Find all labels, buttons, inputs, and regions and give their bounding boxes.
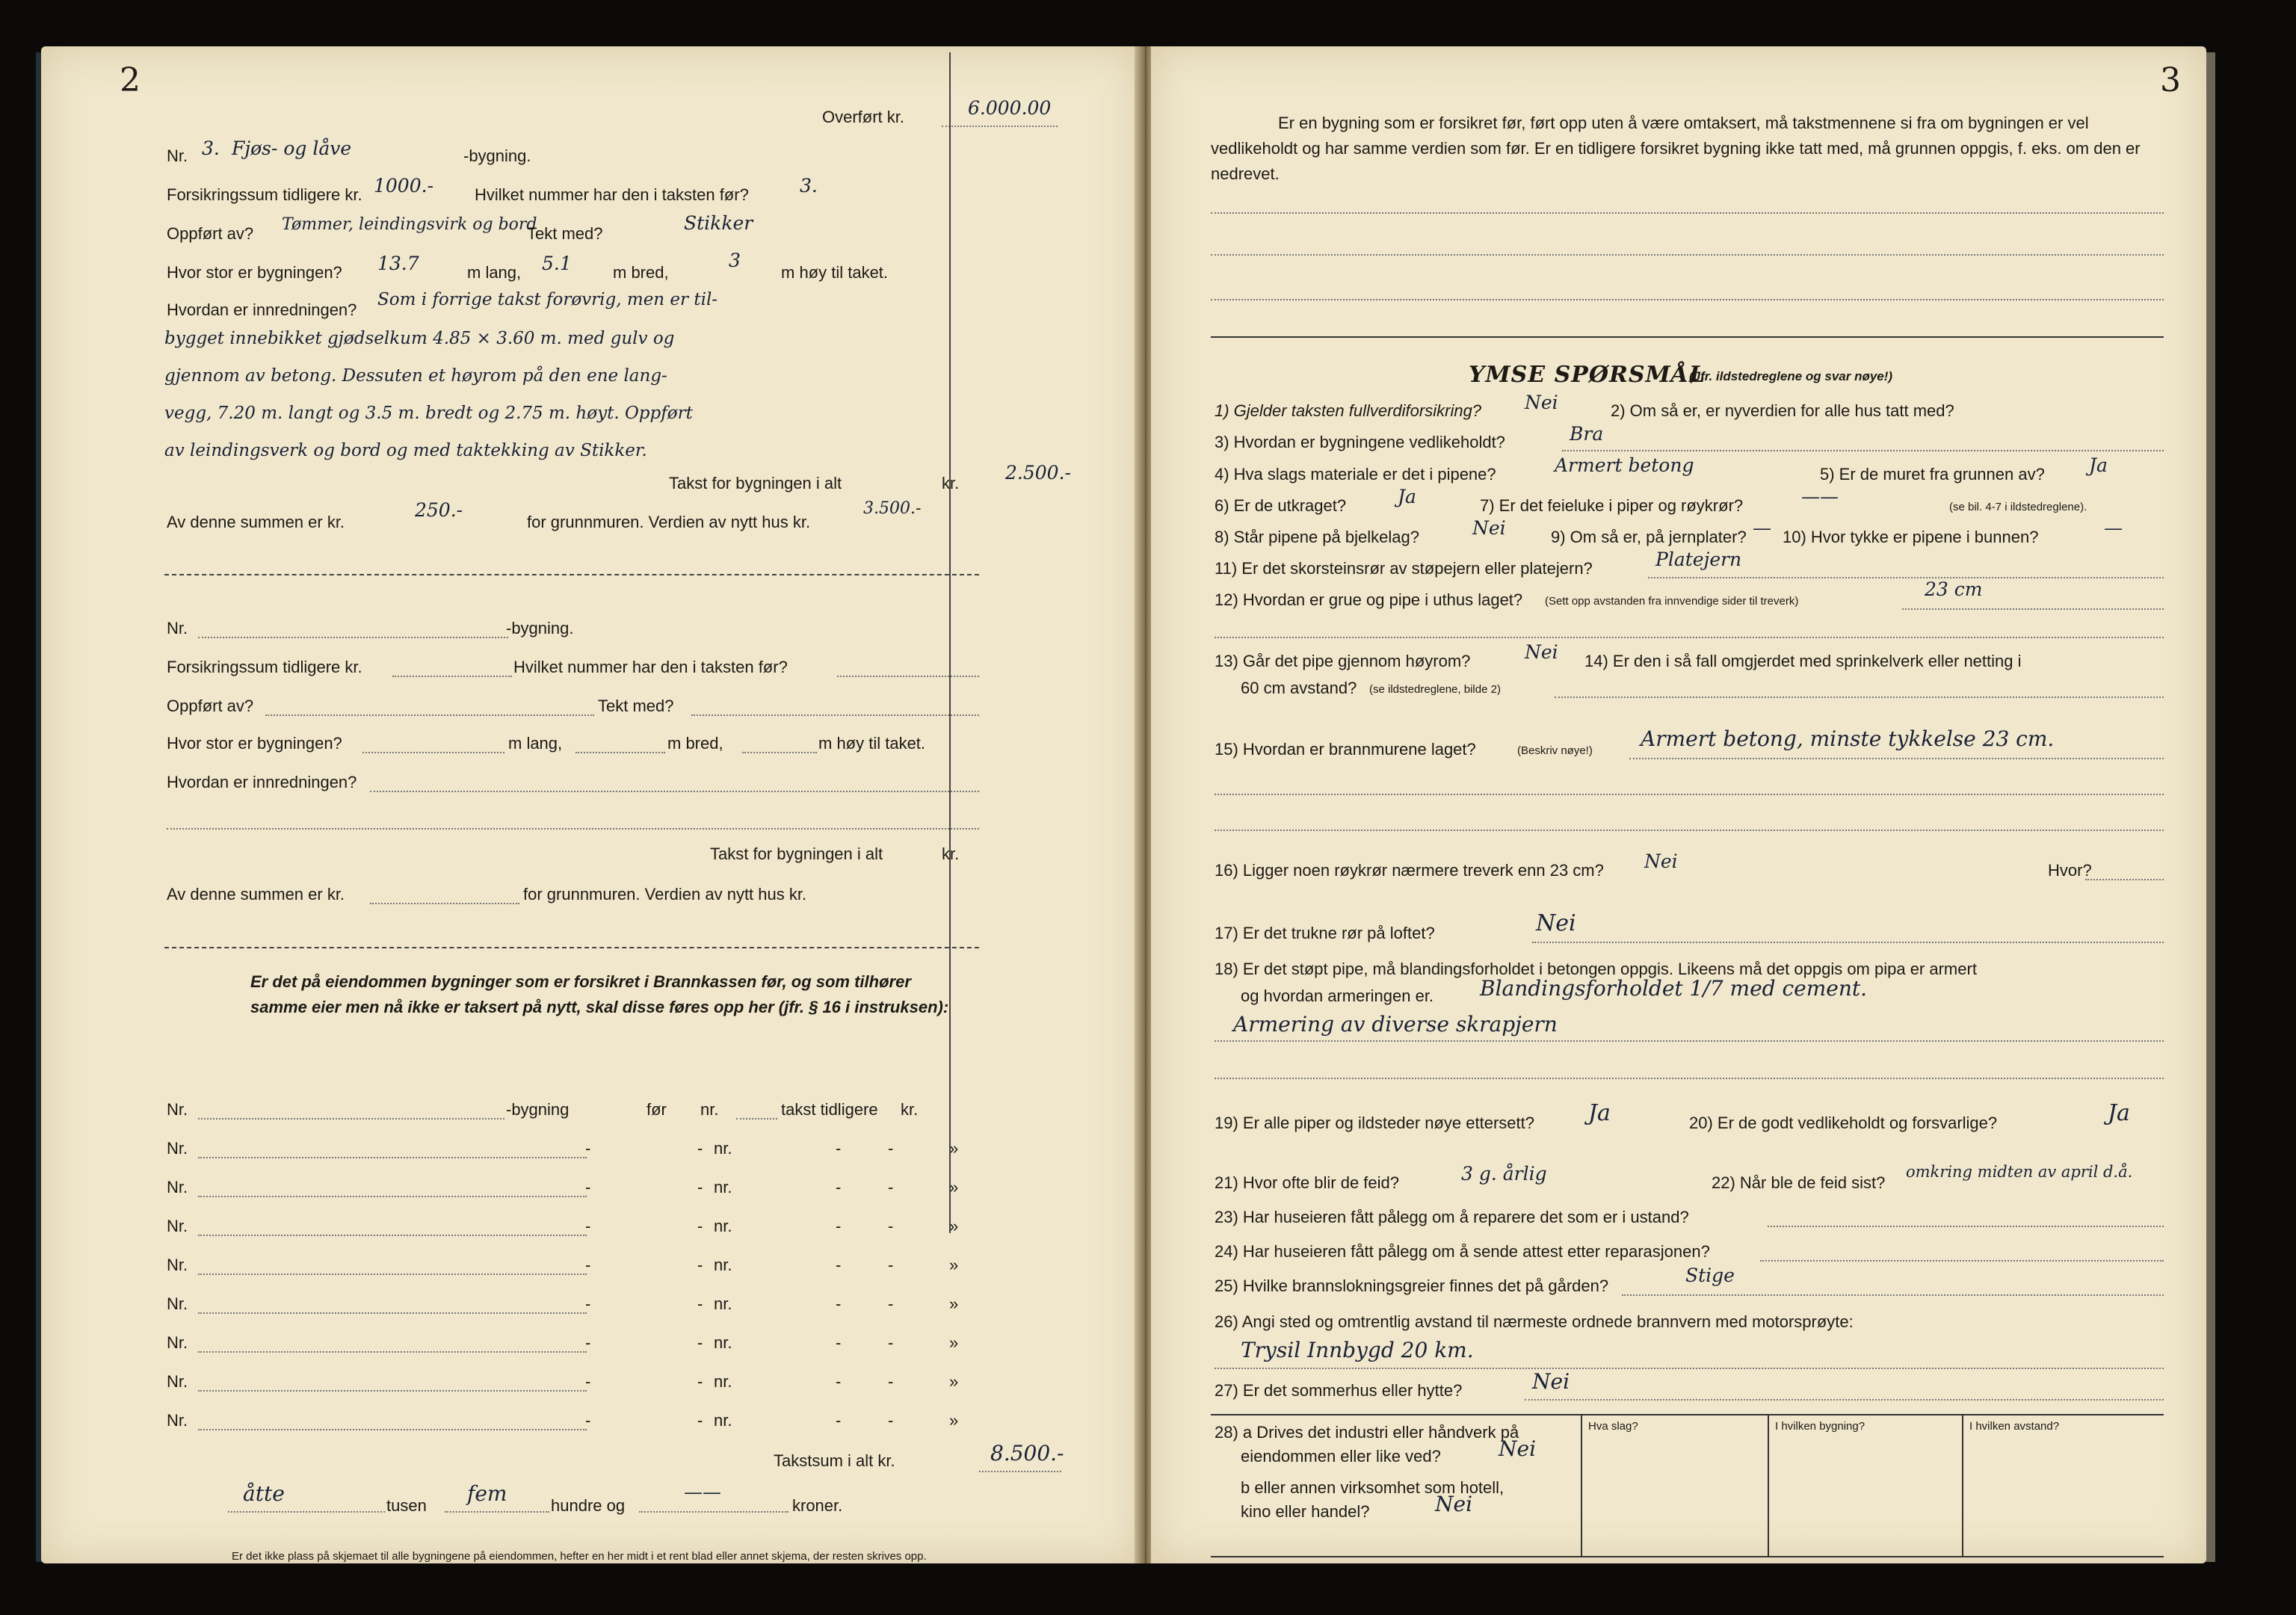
question-23: 23) Har huseieren fått pålegg om å reparere det som er i ustand? xyxy=(1215,1208,1689,1226)
notice-text: Er det på eiendommen bygninger som er forsikret i Brannkassen før, og som tilhører samme eier men nå ikke er taksert på nytt, skal disse føres opp her (jfr. § 16 i instruksen): xyxy=(250,972,949,1016)
answer-11: Platejern xyxy=(1655,549,1742,570)
of-sum-label: Av denne summen er kr. xyxy=(167,513,345,531)
question-28b: b eller annen virksomhet som hotell, xyxy=(1241,1478,1505,1497)
question-20: 20) Er de godt vedlikeholdt og forsvarlige? xyxy=(1689,1114,1998,1132)
column-kind: Hva slag? xyxy=(1588,1420,1638,1433)
question-21: 21) Hvor ofte blir de feid? xyxy=(1215,1173,1400,1192)
foundation-label: for grunnmuren. Verdien av nytt hus kr. xyxy=(523,885,807,904)
footnote: Er det ikke plass på skjemaet til alle bygningene på eiendommen, hefter en her midt i et rent blad eller annet skjema, der resten skrives opp. xyxy=(232,1550,927,1563)
question-28b-cont: kino eller handel? xyxy=(1241,1502,1370,1521)
table-header-bygning: -bygning xyxy=(506,1100,570,1119)
question-4: 4) Hva slags materiale er det i pipene? xyxy=(1215,465,1496,484)
prev-num-label: Hvilket nummer har den i taksten før? xyxy=(513,658,788,676)
height-label: m høy til taket. xyxy=(818,734,926,753)
width-label: m bred, xyxy=(667,734,723,753)
answer-5: Ja xyxy=(2089,454,2108,476)
answer-13: Nei xyxy=(1525,641,1558,663)
answer-25: Stige xyxy=(1685,1264,1735,1286)
length-value: 13.7 xyxy=(377,253,419,274)
question-24: 24) Har huseieren fått pålegg om å sende attest etter reparasjonen? xyxy=(1215,1242,1710,1261)
question-14: 14) Er den i så fall omgjerdet med sprinkelverk eller netting i xyxy=(1584,652,2022,670)
answer-22: omkring midten av april d.å. xyxy=(1906,1163,2133,1181)
intro-text: Er en bygning som er forsikret før, ført opp uten å være omtaksert, må takstmennene si fra om bygningen er vel vedlikeholdt og har samme verdien som før. Er en tidligere forsikret bygning ikke tatt med, må grunnen oppgis, f. eks. om den er nedrevet. xyxy=(1211,114,2141,183)
roof-value: Stikker xyxy=(684,212,753,234)
length-label: m lang, xyxy=(467,263,522,282)
interior-line: Som i forrige takst forøvrig, men er til- xyxy=(377,290,718,309)
thousands-words: åtte xyxy=(243,1481,285,1506)
question-2: 2) Om så er, er nyverdien for alle hus tatt med? xyxy=(1611,401,1954,420)
height-label: m høy til taket. xyxy=(781,263,889,282)
question-22: 22) Når ble de feid sist? xyxy=(1712,1173,1886,1192)
question-26: 26) Angi sted og omtrentlig avstand til nærmeste ordnede brannvern med motorsprøyte: xyxy=(1215,1312,1854,1331)
question-13: 13) Går det pipe gjennom høyrom? xyxy=(1215,652,1471,670)
column-distance: I hvilken avstand? xyxy=(1969,1420,2060,1433)
table-header-nr: Nr. xyxy=(167,1100,188,1119)
question-6: 6) Er de utkraget? xyxy=(1215,496,1347,515)
question-10: 10) Hvor tykke er pipene i bunnen? xyxy=(1783,528,2039,546)
prev-sum-label: Forsikringssum tidligere kr. xyxy=(167,658,362,676)
answer-1: Nei xyxy=(1525,392,1558,413)
of-sum-label: Av denne summen er kr. xyxy=(167,885,345,904)
roof-label: Tekt med? xyxy=(527,224,603,243)
total-label: Takstsum i alt kr. xyxy=(774,1451,895,1470)
size-label: Hvor stor er bygningen? xyxy=(167,734,342,753)
building-type-value: Fjøs- og låve xyxy=(232,138,352,159)
carried-over-label: Overført kr. xyxy=(822,108,904,126)
question-27: 27) Er det sommerhus eller hytte? xyxy=(1215,1381,1463,1400)
answer-26: Trysil Innbygd 20 km. xyxy=(1241,1338,1474,1362)
valuation-label: Takst for bygningen i alt xyxy=(710,844,883,863)
question-14-cont: 60 cm avstand? xyxy=(1241,679,1357,697)
question-7-note: (se bil. 4-7 i ildstedreglene). xyxy=(1949,501,2087,513)
answer-3: Bra xyxy=(1570,423,1604,445)
kroner-label: kroner. xyxy=(792,1496,843,1515)
right-page xyxy=(1151,46,2206,1563)
built-by-label: Oppført av? xyxy=(167,697,254,715)
table-header-nr2: nr. xyxy=(700,1100,719,1119)
answer-16: Nei xyxy=(1644,850,1678,872)
built-by-label: Oppført av? xyxy=(167,224,254,243)
question-11: 11) Er det skorsteinsrør av støpejern eller platejern? xyxy=(1215,559,1593,578)
interior-label: Hvordan er innredningen? xyxy=(167,300,357,319)
question-28a-cont: eiendommen eller like ved? xyxy=(1241,1447,1441,1466)
valuation-value: 2.500.- xyxy=(1005,462,1071,484)
answer-8: Nei xyxy=(1472,517,1506,539)
answer-4: Armert betong xyxy=(1555,454,1694,476)
width-label: m bred, xyxy=(613,263,669,282)
left-page: 2 Overført kr. 6.000.00 Nr. 3. Fjøs- og låve -bygning. Forsikringssum tidligere kr. 1000.- Hvilket nummer har den i taksten før? 3. Oppført av? Tømmer, leindingsvirk og bord Tekt med? Stikker Hvor stor er bygningen? 13.7 m lang, 5.1 m bred, 3 m høy til taket. Hvordan er innredningen? Som i forrige takst forøvrig, men er til- bygget innebikket gjødselkum 4.85 × 3.60 m. med gulv og gjennom av betong. Dessuten et høyrom på den ene lang- vegg, 7.20 m. langt og 3.5 m. bredt og 2.75 m. høyt. Oppført av leindingsverk og bord og med taktekking av Stikker. Takst for bygningen i alt kr. 2.500.- Av denne summen er kr. 250.- for grunnmuren. Verdien av nytt hus kr. 3.500.- Nr. -bygning. Forsikringssum tidligere kr. Hvilket nummer har den i taksten før? Oppført av? Tekt med? Hvor stor er bygningen? m lang, m bred, m høy til taket. Hvordan er innredningen? Takst for bygningen i alt kr. Av denne summen er kr. for grunnmuren. Verdien av nytt hus kr. Er det på eiendommen bygninger som er forsikret i Brannkassen før, og som tilhører samme eier men nå ikke er taksert på nytt, skal disse føres opp her (jfr. § 16 i instruksen): Nr. -bygning før nr. takst tidligere kr. Nr. - - nr. - - » Nr. - - nr. - - » Nr. - - nr. - - » Nr. - - nr. - - » Nr. - - nr. - - » Nr. - - nr. - - » Nr. - - nr. - - » Nr. - - nr. - - » Takstsum i alt kr. 8.500.- åtte tusen fem hundre og —— kroner. Er det ikke plass på skjemaet til alle bygningene på eiendommen, hefter en her midt i et rent blad eller annet skjema, der resten skrives opp. xyxy=(41,46,1140,1563)
left-page-vertical-rule xyxy=(949,52,951,1233)
question-3: 3) Hvordan er bygningene vedlikeholdt? xyxy=(1215,433,1505,451)
answer-20: Ja xyxy=(2108,1100,2130,1126)
interior-line: gjennom av betong. Dessuten et høyrom på den ene lang- xyxy=(164,366,667,386)
length-label: m lang, xyxy=(508,734,563,753)
foundation-label: for grunnmuren. Verdien av nytt hus kr. xyxy=(527,513,811,531)
question-19: 19) Er alle piper og ildsteder nøye ettersett? xyxy=(1215,1114,1535,1132)
book-cover-edge-right xyxy=(2205,52,2215,1562)
question-8: 8) Står pipene på bjelkelag? xyxy=(1215,528,1419,546)
interior-line: bygget innebikket gjødselkum 4.85 × 3.60 m. med gulv og xyxy=(164,329,675,348)
answer-7: —— xyxy=(1801,486,1839,507)
question-9: 9) Om så er, på jernplater? xyxy=(1551,528,1747,546)
valuation-label: Takst for bygningen i alt xyxy=(669,474,842,492)
foundation-value: 250.- xyxy=(415,499,463,521)
page-number: 2 xyxy=(120,61,141,99)
answer-6: Ja xyxy=(1398,486,1416,507)
question-16-where: Hvor? xyxy=(2048,861,2092,880)
new-value: 3.500.- xyxy=(863,499,922,518)
valuation-kr: kr. xyxy=(942,844,960,863)
question-18: 18) Er det støpt pipe, må blandingsforholdet i betongen oppgis. Likeens må det oppgis om pipa er armert xyxy=(1215,960,1977,978)
table-header-takst: takst tidligere xyxy=(781,1100,878,1119)
nr-label: Nr. xyxy=(167,146,188,165)
question-14-note: (se ildstedreglene, bilde 2) xyxy=(1369,683,1501,696)
hundreds-words: fem xyxy=(467,1481,507,1506)
interior-line: vegg, 7.20 m. langt og 3.5 m. bredt og 2.75 m. høyt. Oppført xyxy=(164,404,693,423)
building-type-suffix: -bygning. xyxy=(506,619,574,637)
width-value: 5.1 xyxy=(542,253,572,274)
height-value: 3 xyxy=(729,250,741,271)
question-28a: 28) a Drives det industri eller håndverk på xyxy=(1215,1423,1519,1442)
interior-line: av leindingsverk og bord og med taktekking av Stikker. xyxy=(164,441,647,460)
total-value: 8.500.- xyxy=(990,1441,1064,1466)
prev-num-value: 3. xyxy=(800,175,818,197)
question-15: 15) Hvordan er brannmurene laget? xyxy=(1215,740,1476,759)
answer-10: — xyxy=(2104,517,2123,539)
answer-12: 23 cm xyxy=(1925,578,1983,600)
question-15-note: (Beskriv nøye!) xyxy=(1517,744,1593,757)
table-header-for: før xyxy=(646,1100,667,1119)
nr-label: Nr. xyxy=(167,619,188,637)
page-number: 3 xyxy=(2160,61,2181,99)
interior-label: Hvordan er innredningen? xyxy=(167,773,357,791)
answer-28b: Nei xyxy=(1435,1492,1473,1516)
question-18-cont: og hvordan armeringen er. xyxy=(1241,986,1434,1005)
question-17: 17) Er det trukne rør på loftet? xyxy=(1215,924,1435,942)
prev-sum-value: 1000.- xyxy=(374,175,434,197)
question-1: 1) Gjelder taksten fullverdiforsikring? xyxy=(1215,401,1482,420)
table-header-kr: kr. xyxy=(901,1100,919,1119)
question-5: 5) Er de muret fra grunnen av? xyxy=(1820,465,2045,484)
building-type-suffix: -bygning. xyxy=(463,146,531,165)
nr-value: 3. xyxy=(202,138,220,159)
question-25: 25) Hvilke brannslokningsgreier finnes det på gården? xyxy=(1215,1276,1609,1295)
hundre-og-label: hundre og xyxy=(551,1496,626,1515)
built-by-value: Tømmer, leindingsvirk og bord xyxy=(282,215,537,234)
question-12-note: (Sett opp avstanden fra innvendige sider til treverk) xyxy=(1545,595,1799,608)
prev-sum-label: Forsikringssum tidligere kr. xyxy=(167,185,362,204)
answer-15: Armert betong, minste tykkelse 23 cm. xyxy=(1641,726,2055,751)
prev-num-label: Hvilket nummer har den i taksten før? xyxy=(475,185,749,204)
valuation-kr: kr. xyxy=(942,474,960,492)
questions-title-note: (Jfr. ildstedreglene og svar nøye!) xyxy=(1689,369,1893,383)
roof-label: Tekt med? xyxy=(598,697,674,715)
answer-18-cont: Armering av diverse skrapjern xyxy=(1233,1012,1558,1037)
answer-19: Ja xyxy=(1588,1100,1611,1126)
answer-21: 3 g. årlig xyxy=(1461,1163,1547,1185)
tusen-label: tusen xyxy=(386,1496,427,1515)
answer-28a: Nei xyxy=(1499,1436,1537,1461)
size-label: Hvor stor er bygningen? xyxy=(167,263,342,282)
answer-17: Nei xyxy=(1536,910,1576,936)
answer-18: Blandingsforholdet 1/7 med cement. xyxy=(1480,976,1868,1001)
question-7: 7) Er det feieluke i piper og røykrør? xyxy=(1480,496,1744,515)
questions-title: YMSE SPØRSMÅL xyxy=(1469,362,1706,388)
question-16: 16) Ligger noen røykrør nærmere treverk enn 23 cm? xyxy=(1215,861,1604,880)
answer-27: Nei xyxy=(1532,1369,1570,1394)
question-12: 12) Hvordan er grue og pipe i uthus laget? xyxy=(1215,590,1523,609)
carried-over-value: 6.000.00 xyxy=(968,97,1052,119)
rest-words: —— xyxy=(684,1481,721,1503)
answer-9: — xyxy=(1753,517,1771,539)
column-building: I hvilken bygning? xyxy=(1775,1420,1866,1433)
